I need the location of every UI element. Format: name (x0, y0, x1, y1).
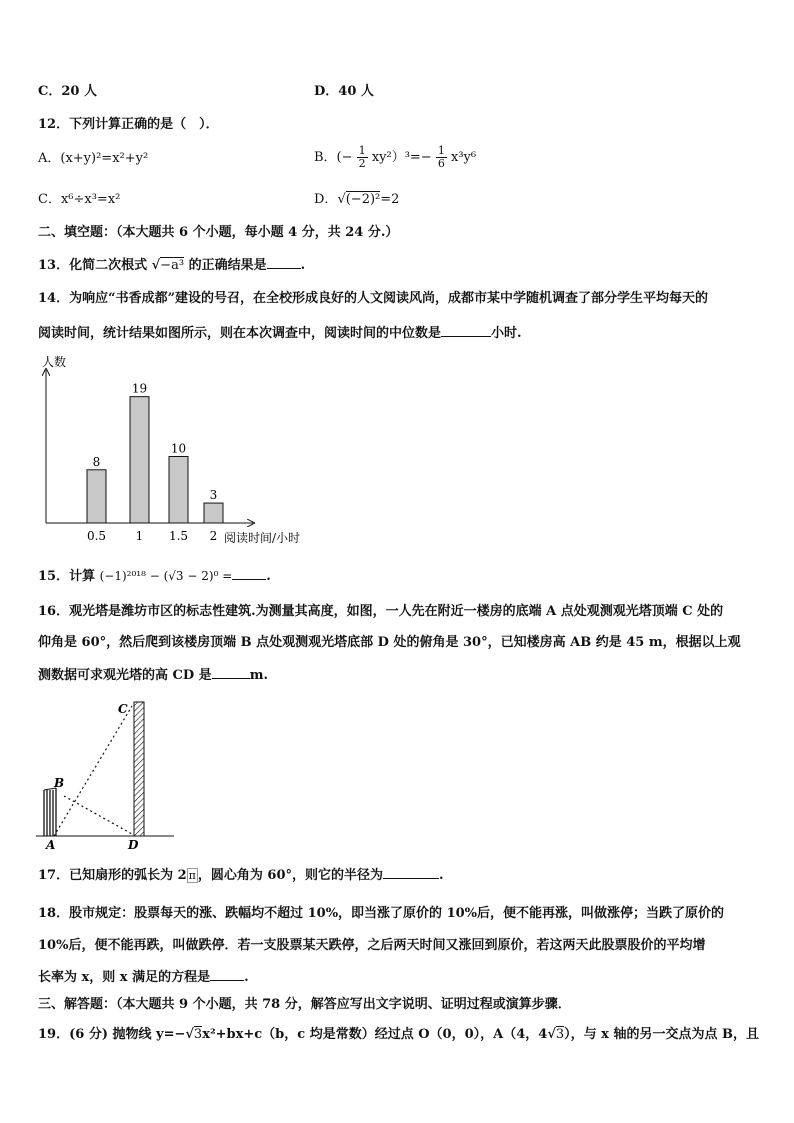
reading-time-bar-chart (30, 350, 320, 550)
bar-value-label: 10 (170, 441, 187, 456)
q12-option-d-post: =2 (380, 192, 400, 207)
q17: 17．已知扇形的弧长为 2 π ，圆心角为 60°，则它的半径为 . (38, 868, 444, 883)
q11-option-d: D．40 人 (314, 84, 374, 99)
q18-line3: 长率为 x，则 x 满足的方程是 . (38, 970, 249, 985)
y-axis-label: 人数 (42, 355, 67, 369)
q14-line2 (38, 324, 522, 343)
q12-b-frac2-num: 1 (437, 144, 445, 157)
q13-radicand: −a³ (160, 258, 185, 273)
q19 (38, 1026, 759, 1044)
sqrt-sign-icon: √ (337, 192, 346, 207)
sqrt-sign-icon: √ (547, 1027, 556, 1042)
q18-line1: 18．股市规定：股票每天的涨、跌幅均不超过 10%，即当涨了原价的 10%后，便不能再涨，叫做涨停；当跌了原价的 (38, 906, 725, 921)
bar-value-label: 19 (131, 381, 148, 396)
q13: 13．化简二次根式 √−a³ 的正确结果是 . (38, 258, 306, 273)
q15-pre: 15．计算 (38, 569, 96, 584)
bars-group (87, 382, 223, 543)
q19-root-2: 3 (555, 1027, 565, 1042)
q12-option-b-fraction2 (436, 145, 447, 170)
bar-value-label: 3 (209, 488, 218, 503)
q18-line3-pre: 长率为 x，则 x 满足的方程是 (38, 970, 211, 985)
q16-line1: 16．观光塔是潍坊市区的标志性建筑.为测量其高度，如图，一人先在附近一楼房的底端 A 点处观测观光塔顶端 C 处的 (38, 604, 724, 619)
sight-line-bd (64, 796, 132, 834)
q12-option-b (314, 143, 476, 173)
q16-line3-pre: 测数据可求观光塔的高 CD 是 (38, 668, 212, 683)
section-3-heading: 三、解答题：（本大题共 9 个小题，共 78 分，解答应写出文字说明、证明过程或演算步骤． (38, 997, 571, 1012)
bar-2 (204, 503, 223, 523)
x-axis-label: 阅读时间/小时 (224, 531, 301, 545)
point-d-label: D (128, 838, 139, 852)
point-b-label: B (54, 776, 65, 790)
q12-option-b-mid: xy²）³=− (371, 150, 432, 165)
q18-line2: 10%后，便不能再跌，叫做跌停．若一支股票某天跌停，之后两天时间又涨回到原价，若这两天此股票股价的平均增 (38, 938, 706, 953)
q13-answer-blank (267, 256, 301, 269)
tower-cd (134, 702, 144, 836)
q16-line2: 仰角是 60°，然后爬到该楼房顶端 B 点处观测观光塔底部 D 处的俯角是 30°，已知楼房高 AB 约是 45 m，根据以上观 (38, 635, 741, 650)
q12-option-a: A．(x+y)²=x²+y² (38, 151, 149, 166)
q18-answer-blank (210, 968, 244, 981)
q19-root-1: 3 (193, 1027, 203, 1042)
q17-mid: ，圆心角为 60°，则它的半径为 (197, 868, 384, 883)
point-a-label: A (46, 838, 56, 852)
x-tick-label: 2 (209, 529, 218, 543)
q17-pre: 17．已知扇形的弧长为 2 (38, 868, 187, 883)
q14-answer-blank (441, 324, 491, 337)
q19-post: ），与 x 轴的另一交点为点 B，且 (564, 1027, 759, 1042)
q12-option-d (314, 191, 399, 209)
bar-value-label: 8 (92, 454, 101, 469)
bar-1 (130, 397, 149, 523)
q12-option-b-fraction (357, 145, 368, 170)
q12-option-d-radicand: (−2)² (345, 192, 381, 207)
bar-1.5 (169, 457, 188, 524)
q12-b-frac-den: 2 (358, 157, 366, 170)
q14-line1: 14．为响应“书香成都”建设的号召，在全校形成良好的人文阅读风尚，成都市某中学随机调查了部分学生平均每天的 (38, 291, 709, 306)
q12-b-frac2-den: 6 (437, 157, 445, 170)
section-2-heading: 二、填空题：（本大题共 6 个小题，每小题 4 分，共 24 分.） (38, 225, 399, 240)
q17-answer-blank (383, 866, 439, 879)
q19-pre: 19．(6 分) 抛物线 y=− (38, 1027, 186, 1042)
q15-expression: (−1)²⁰¹⁸ − (√3 − 2)⁰ = (99, 569, 233, 583)
q12-option-d-pre: D． (314, 192, 338, 207)
x-tick-label: 1.5 (168, 529, 189, 543)
q13-pre: 13．化简二次根式 (38, 258, 148, 273)
x-tick-label: 0.5 (86, 529, 107, 543)
q12-option-b-pre: B．(− (314, 150, 353, 165)
bar-0.5 (87, 470, 106, 523)
q16-line3 (38, 666, 268, 685)
q15-answer-blank (232, 567, 266, 580)
q11-option-c: C．20 人 (38, 84, 97, 99)
q12-b-frac-num: 1 (358, 144, 366, 157)
q12-option-c: C．x⁶÷x³=x² (38, 192, 121, 207)
q16-answer-blank (212, 666, 250, 679)
q16-line3-post: m. (249, 668, 268, 683)
q15: 15．计算 (−1)²⁰¹⁸ − (√3 − 2)⁰ = . (38, 569, 271, 584)
sqrt-sign-icon: √ (151, 258, 161, 273)
q14-line2-post: 小时. (491, 326, 522, 341)
q19-mid: x²+bx+c（b，c 均是常数）经过点 O（0，0），A（4，4 (202, 1027, 548, 1042)
q13-post: 的正确结果是 (188, 258, 267, 273)
point-c-label: C (118, 702, 128, 716)
q14-line2-text: 阅读时间，统计结果如图所示，则在本次调查中，阅读时间的中位数是 (38, 326, 442, 341)
tower-figure (36, 696, 186, 856)
x-tick-label: 1 (135, 529, 144, 543)
building-ab (44, 788, 56, 836)
q17-pi: π (188, 869, 196, 882)
q12-option-b-post: x³y⁶ (450, 150, 477, 165)
sqrt-sign-icon: √ (185, 1027, 194, 1042)
sight-line-ac (54, 706, 132, 836)
q12-stem: 12．下列计算正确的是（ ）． (38, 117, 219, 132)
